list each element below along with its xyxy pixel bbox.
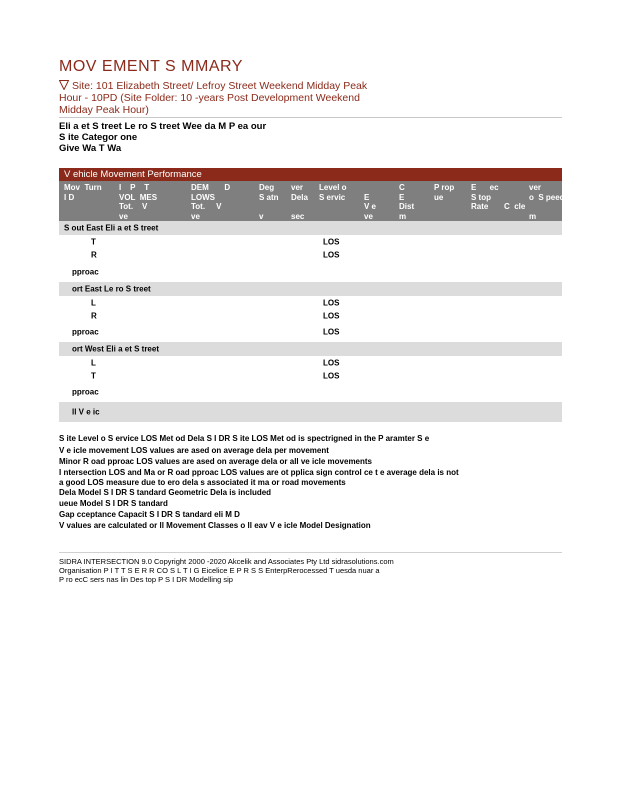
- note-line: V values are calculated or ll Movement Classes o ll eav V e icle Model Designation: [59, 521, 371, 530]
- table-row: L LOS: [59, 296, 562, 310]
- table-row: R LOS: [59, 309, 562, 323]
- note-line: I ntersection LOS and Ma or R oad pproac LOS values are ot pplica sign control ce t e average dela is not: [59, 468, 459, 477]
- footer-project: P ro ecC sers nas lin Des top P S I DR Modelling sip: [59, 575, 233, 584]
- approach-row: pproac: [59, 261, 562, 283]
- col-queue-dist: C E Dist m: [399, 183, 415, 221]
- note-line: Gap cceptance Capacit S I DR S tandard eli M D: [59, 510, 240, 519]
- footer-organisation: Organisation P I T T S E R R CO S L T I G Eicelice E P R S S EnterpRerocessed T uesda nuar a: [59, 566, 380, 575]
- site-line-3: Midday Peak Hour): [59, 104, 149, 116]
- note-line: S ite Level o S ervice LOS Met od Dela S I DR S ite LOS Met od is spectrigned in the P aramter S e: [59, 434, 430, 443]
- note-line: Dela Model S I DR S tandard Geometric Dela is included: [59, 488, 272, 497]
- subheader-line-1: Eli a et S treet Le ro S treet Wee da M P ea our: [59, 121, 267, 132]
- approach-row: pproac LOS: [59, 322, 562, 343]
- col-queue-veh: E V e ve: [364, 192, 377, 221]
- note-line: ueue Model S I DR S tandard: [59, 499, 168, 508]
- col-los: Level o S ervic: [319, 183, 347, 202]
- col-speed: ver o S peed m: [529, 183, 565, 221]
- table-title: V ehicle Movement Performance: [59, 168, 562, 181]
- col-prop-queued: P rop ue: [434, 183, 455, 202]
- table-row: L LOS: [59, 356, 562, 370]
- table-row: T LOS: [59, 369, 562, 383]
- site-line-2: Hour - 10PD (Site Folder: 10 -years Post Development Weekend: [59, 92, 360, 104]
- col-input-volumes: I P T VOL MES Tot. V ve: [119, 183, 158, 221]
- col-cycles: C cle: [504, 202, 526, 211]
- approach-row: pproac: [59, 382, 562, 403]
- subheader-line-2: S ite Categor one: [59, 132, 138, 143]
- note-line: V e icle movement LOS values are ased on average dela per movement: [59, 446, 329, 455]
- table-row: T LOS: [59, 235, 562, 249]
- approach-band: ort West Eli a et S treet: [59, 342, 562, 356]
- divider: [59, 117, 562, 118]
- table-column-header: [59, 181, 565, 221]
- subheader-line-3: Give Wa T Wa: [59, 143, 122, 154]
- col-mov: Mov Turn I D: [64, 183, 102, 202]
- table-row: R LOS: [59, 248, 562, 262]
- site-description: [59, 80, 399, 116]
- site-triangle-icon: [59, 80, 69, 90]
- site-line-1: Site: 101 Elizabeth Street/ Lefroy Street Weekend Midday Peak: [72, 80, 368, 92]
- note-line: a good LOS measure due to ero dela s associated it ma or road movements: [59, 478, 346, 487]
- footer-divider: [59, 552, 562, 553]
- report-title: MOV EMENT S MMARY: [59, 58, 243, 75]
- all-vehicles-row: ll V e ic: [59, 402, 562, 422]
- footer-copyright: SIDRA INTERSECTION 9.0 Copyright 2000 -2020 Akcelik and Associates Pty Ltd sidrasolutions.com: [59, 557, 394, 566]
- col-deg-satn: Deg S atn v: [259, 183, 279, 221]
- col-demand-flows: DEM D LOWS Tot. V ve: [191, 183, 231, 221]
- approach-band: S out East Eli a et S treet: [59, 221, 562, 235]
- note-line: Minor R oad pproac LOS values are ased on average dela or all ve icle movements: [59, 457, 373, 466]
- approach-band: ort East Le ro S treet: [59, 282, 562, 296]
- col-stop-rate: E ec S top Rate: [471, 183, 499, 211]
- col-delay: ver Dela sec: [291, 183, 308, 221]
